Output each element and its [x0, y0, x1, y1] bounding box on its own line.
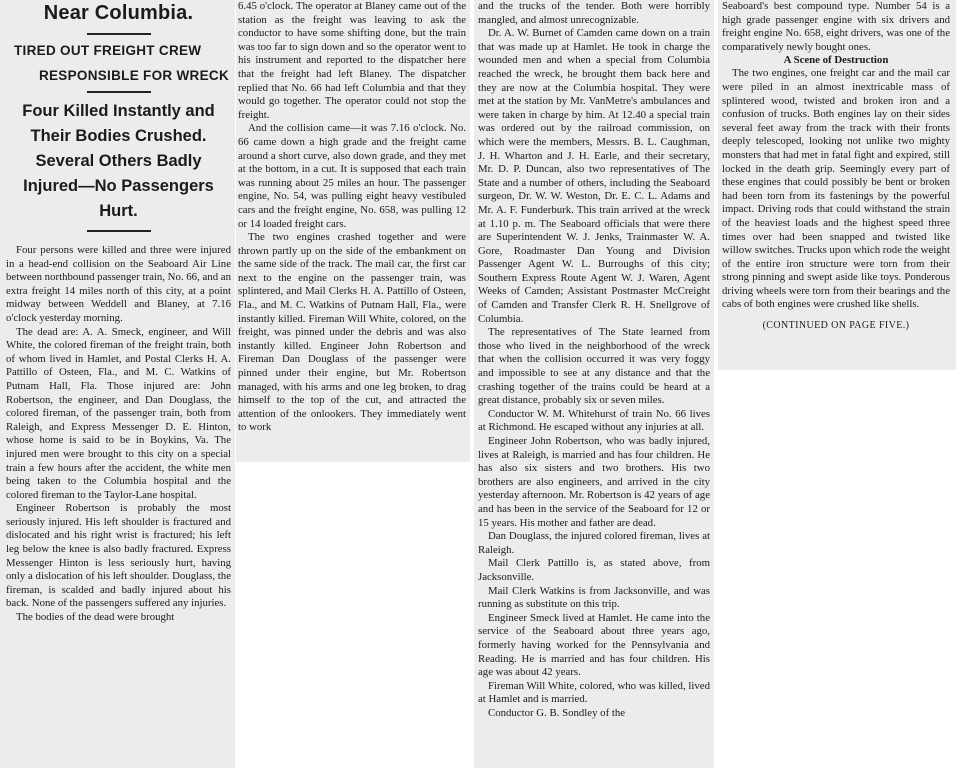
paragraph: The dead are: A. A. Smeck, engineer, and Will White, the colored fireman of the freight train, both of whom lived in Hamlet, and Postal Clerks H. A. Pattillo of Osteen, Fla., and M. C. Watkins of Putnam Hall, Fla. Those injured are: John Robertson, the engineer, and Dan Douglass, the colored fireman, of the passenger train, both from Raleigh, and Express Messenger D. E. Hinton, whose home is said to be in Boykins, Va. The injured men were brought to this city on a special train a few hours after the accident, the white men being taken to the Columbia hospital and the colored fireman to the Taylor-Lane hospital. — [6, 325, 231, 501]
deck-headline: Four Killed Instantly and Their Bodies Crushed. Several Others Badly Injured—No Passengers Hurt. — [22, 102, 215, 220]
section-subhead: A Scene of Destruction — [783, 54, 889, 67]
headline: Near Columbia. — [43, 2, 194, 24]
headline-rule — [87, 33, 151, 35]
paragraph: Engineer Robertson is probably the most seriously injured. His left shoulder is fractured and dislocated and his right wrist is fractured; his left leg below the knee is also badly fractured. Express Messenger Hinton is less seriously hurt, having only a dislocation of his left shoulder. Douglass, the fireman, is scalded and badly injured about his back. None of the passengers suffered any injuries. — [6, 502, 231, 610]
article-column-1 — [0, 0, 235, 768]
paragraph: Engineer Smeck lived at Hamlet. He came into the service of the Seaboard about three years ago, formerly having worked for the Pennsylvania and Reading. He is married and has four children. His age was about 42 years. — [478, 611, 710, 679]
paragraph: Mail Clerk Watkins is from Jacksonville, and was running as substitute on this trip. — [478, 584, 710, 611]
paragraph: The two engines, one freight car and the mail car were piled in an almost inextricable mass of splintered wood, twisted and broken iron and a confusion of trucks. Both engines lay on their sides several feet away from the track with their fronts deeply telescoped, looking not unlike two mighty monsters that had met in fatal fight and expired, still locked in the death grip. Seemingly every part of these engines that could possibly be bent or broken had been torn from its fastenings by the powerful impact. Driving rods that could withstand the strain of the heaviest loads and the highest speed three times over had been snapped and twisted like willow switches. Trucks upon which rode the weight of the entire iron structure were torn from their strong pinning and swept aside like toys. Ponderous driving wheels were torn from their bearings and the cabs of both engines were crushed like shells. — [722, 67, 950, 311]
deck-rule — [87, 230, 151, 232]
paragraph: Dan Douglass, the injured colored fireman, lives at Raleigh. — [478, 530, 710, 556]
paragraph: Conductor G. B. Sondley of the — [488, 706, 626, 719]
paragraph: Engineer John Robertson, who was badly injured, lives at Raleigh, is married and has four children. He has also six sisters and two brothers. His two brothers are also engineers, and arrived in the city yesterday afternoon. Mr. Robertson is 42 years of age and has been in the service of the Seaboard for 12 or 15 years. His mother and father are dead. — [478, 435, 710, 529]
paragraph: Seaboard's best compound type. Number 54 is a high grade passenger engine with six drivers and freight engine No. 658, eight drivers, was one of the comparatively newly bought ones. — [722, 0, 950, 53]
subheadline-line-1: TIRED OUT FREIGHT CREW — [14, 43, 202, 58]
paragraph: Mail Clerk Pattillo is, as stated above, from Jacksonville. — [478, 557, 710, 583]
paragraph: Conductor W. M. Whitehurst of train No. 66 lives at Richmond. He escaped without any injuries at all. — [478, 407, 710, 434]
paragraph: And the collision came—it was 7.16 o'clock. No. 66 came down a high grade and the freight came around a short curve, also down grade, and they met at the bottom, in a cut. It is supposed that each train was running about 25 miles an hour. The passenger engine, No. 54, was pulling eight heavy vestibuled cars and the freight engine, No. 658, was pulling 12 or 14 loaded freight cars. — [238, 122, 466, 230]
article-column-3 — [474, 0, 714, 768]
paragraph: Fireman Will White, colored, who was killed, lived at Hamlet and is married. — [478, 679, 710, 706]
paragraph: Four persons were killed and three were injured in a head-end collision on the Seaboard Air Line between northbound passenger train, No. 66, and an extra freight 14 miles north of this city, at a point midway between Weddell and Blaney, at 7.16 o'clock yesterday morning. — [6, 244, 231, 324]
subheadline-line-2: RESPONSIBLE FOR WRECK — [38, 68, 229, 83]
paragraph: The bodies of the dead were brought — [16, 611, 175, 624]
paragraph: Dr. A. W. Burnet of Camden came down on a train that was made up at Hamlet. He took in charge the wounded men and when a special from Columbia reached the wreck, he brought them back here and they are now at the Columbia hospital. They were met at the station by Mr. VanMetre's ambulances and were taken in charge by him. At 12.40 a special train was ordered out by the railroad commission, on which were the members, Messrs. B. L. Caughman, J. H. Wharton and J. H. Earle, and their secretary, Mr. D. P. Duncan, also two representatives of The State and a number of others, including the Seaboard surgeon, Dr. W. W. Weston, Dr. E. C. L. Adams and Mr. A. F. Funderburk. This train arrived at the wreck at 1.10 p. m. The Seaboard officials that were there are Superintendent W. J. Jenks, Trainmaster W. A. Gore, Roadmaster Dan Young and Division Passenger Agent W. L. Burroughs of this city; Southern Express Route Agent W. J. Waren, Agent Weeks of Camden; Assistant Postmaster McCreight of Camden and Transfer Clerk R. H. Snellgrove of Columbia. — [478, 27, 710, 325]
article-column-2 — [236, 0, 470, 462]
paragraph: The two engines crashed together and were thrown partly up on the side of the embankment on the same side of the track. The mail car, the first car next to the engine on the passenger train, was splintered, and Mail Clerks H. A. Pattillo of Osteen, Fla., and M. C. Watkins of Putnam Hall, Fla., were instantly killed. Fireman Will White, colored, on the freight, was pinned under the debris and was also instantly killed. Engineer John Robertson and Fireman Dan Douglass of the passenger were pinned under their engine, but Mr. Robertson managed, with his arms and one leg broken, to drag himself to the top of the cut, and attracted the attention of the onlookers. They immediately went to work — [238, 231, 466, 434]
article-column-4 — [718, 0, 956, 370]
paragraph: 6.45 o'clock. The operator at Blaney came out of the station as the freight was leaving to ask the conductor to have some shifting done, but the train was too far to sign down and so the operator went to his instrument and reported to the dispatcher here that the freight had left Blaney. The dispatcher replied that No. 66 had left Columbia and that they would go together. The operator could not stop the freight. — [238, 0, 466, 121]
paragraph: The representatives of The State learned from those who lived in the neighborhood of the wreck that when the collision occurred it was very foggy and impossible to see at any distance and that the crashing together of the trains could be heard at a great distance, probably six or seven miles. — [478, 326, 710, 407]
paragraph: and the trucks of the tender. Both were horribly mangled, and almost unrecognizable. — [478, 0, 710, 26]
continued-notice: (CONTINUED ON PAGE FIVE.) — [762, 320, 910, 332]
subheadline-rule — [87, 91, 151, 93]
